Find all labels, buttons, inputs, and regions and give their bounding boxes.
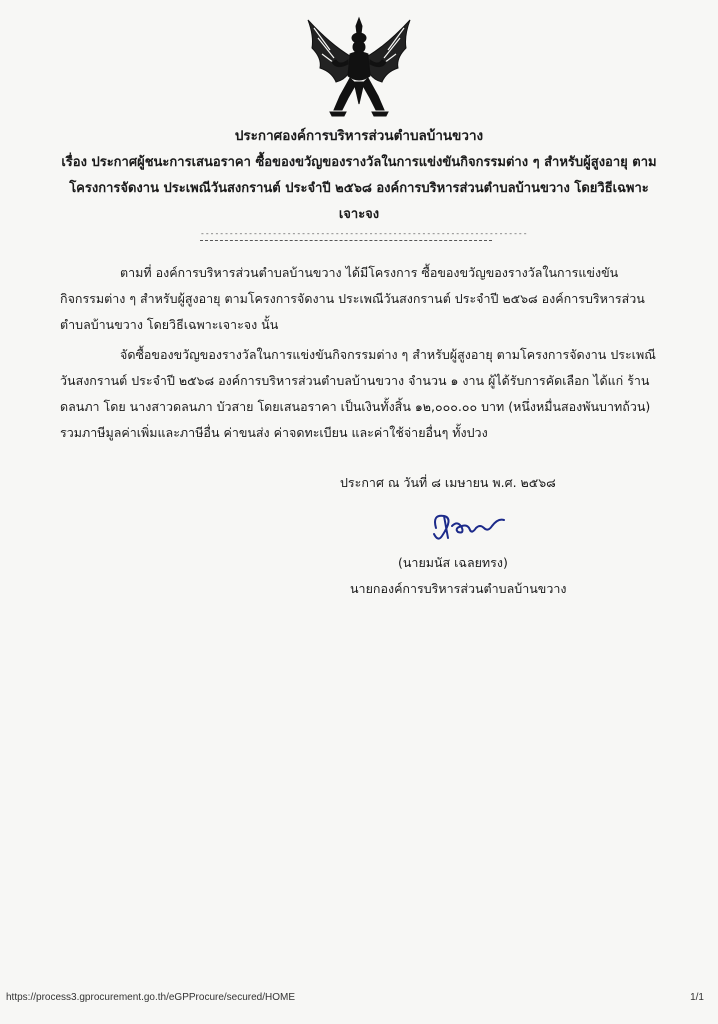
garuda-emblem-icon	[300, 14, 418, 118]
footer-url-link[interactable]: https://process3.gprocurement.go.th/eGPProcure/secured/HOME	[6, 992, 296, 1003]
dashed-divider	[200, 229, 528, 241]
paragraph-intro: ตามที่ องค์การบริหารส่วนตำบลบ้านขวาง ได้มีโครงการ ซื้อของขวัญของรางวัลในการแข่งขันกิจกรรมต่าง ๆ สำหรับผู้สูงอายุ ตามโครงการจัดงาน ประเพณีวันสงกรานต์ ประจำปี ๒๕๖๘ องค์การบริหารส่วนตำบลบ้านขวาง โดยวิธีเฉพาะเจาะจง นั้น	[60, 265, 645, 332]
signature	[428, 508, 508, 544]
page-title: ประกาศองค์การบริหารส่วนตำบลบ้านขวาง	[234, 128, 484, 144]
subject-line-3: เจาะจง	[338, 207, 380, 222]
announce-date: ประกาศ ณ วันที่ ๘ เมษายน พ.ศ. ๒๕๖๘	[340, 475, 556, 490]
subject-line-2: โครงการจัดงาน ประเพณีวันสงกรานต์ ประจำปี ๒๕๖๘ องค์การบริหารส่วนตำบลบ้านขวาง โดยวิธีเฉพาะ	[69, 181, 649, 196]
signer-name: (นายมนัส เฉลยทรง)	[398, 555, 508, 570]
divider-text: --------------------------------------------------------------------	[200, 229, 528, 238]
subject-line-1: เรื่อง ประกาศผู้ชนะการเสนอราคา ซื้อของขวัญของรางวัลในการแข่งขันกิจกรรมต่าง ๆ สำหรับผู้สูงอายุ ตาม	[61, 155, 657, 170]
page-number: 1/1	[690, 992, 704, 1003]
paragraph-award: จัดซื้อของขวัญของรางวัลในการแข่งขันกิจกรรมต่าง ๆ สำหรับผู้สูงอายุ ตามโครงการจัดงาน ประเพณีวันสงกรานต์ ประจำปี ๒๕๖๘ องค์การบริหารส่วนตำบลบ้านขวาง จำนวน ๑ งาน ผู้ได้รับการคัดเลือก ได้แก่ ร้านดลนภา โดย นางสาวดลนภา บัวสาย โดยเสนอราคา เป็นเงินทั้งสิ้น ๑๒,๐๐๐.๐๐ บาท (หนึ่งหมื่นสองพันบาทถ้วน) รวมภาษีมูลค่าเพิ่มและภาษีอื่น ค่าขนส่ง ค่าจดทะเบียน และค่าใช้จ่ายอื่นๆ ทั้งปวง	[60, 347, 656, 440]
signer-position: นายกองค์การบริหารส่วนตำบลบ้านขวาง	[350, 581, 567, 596]
